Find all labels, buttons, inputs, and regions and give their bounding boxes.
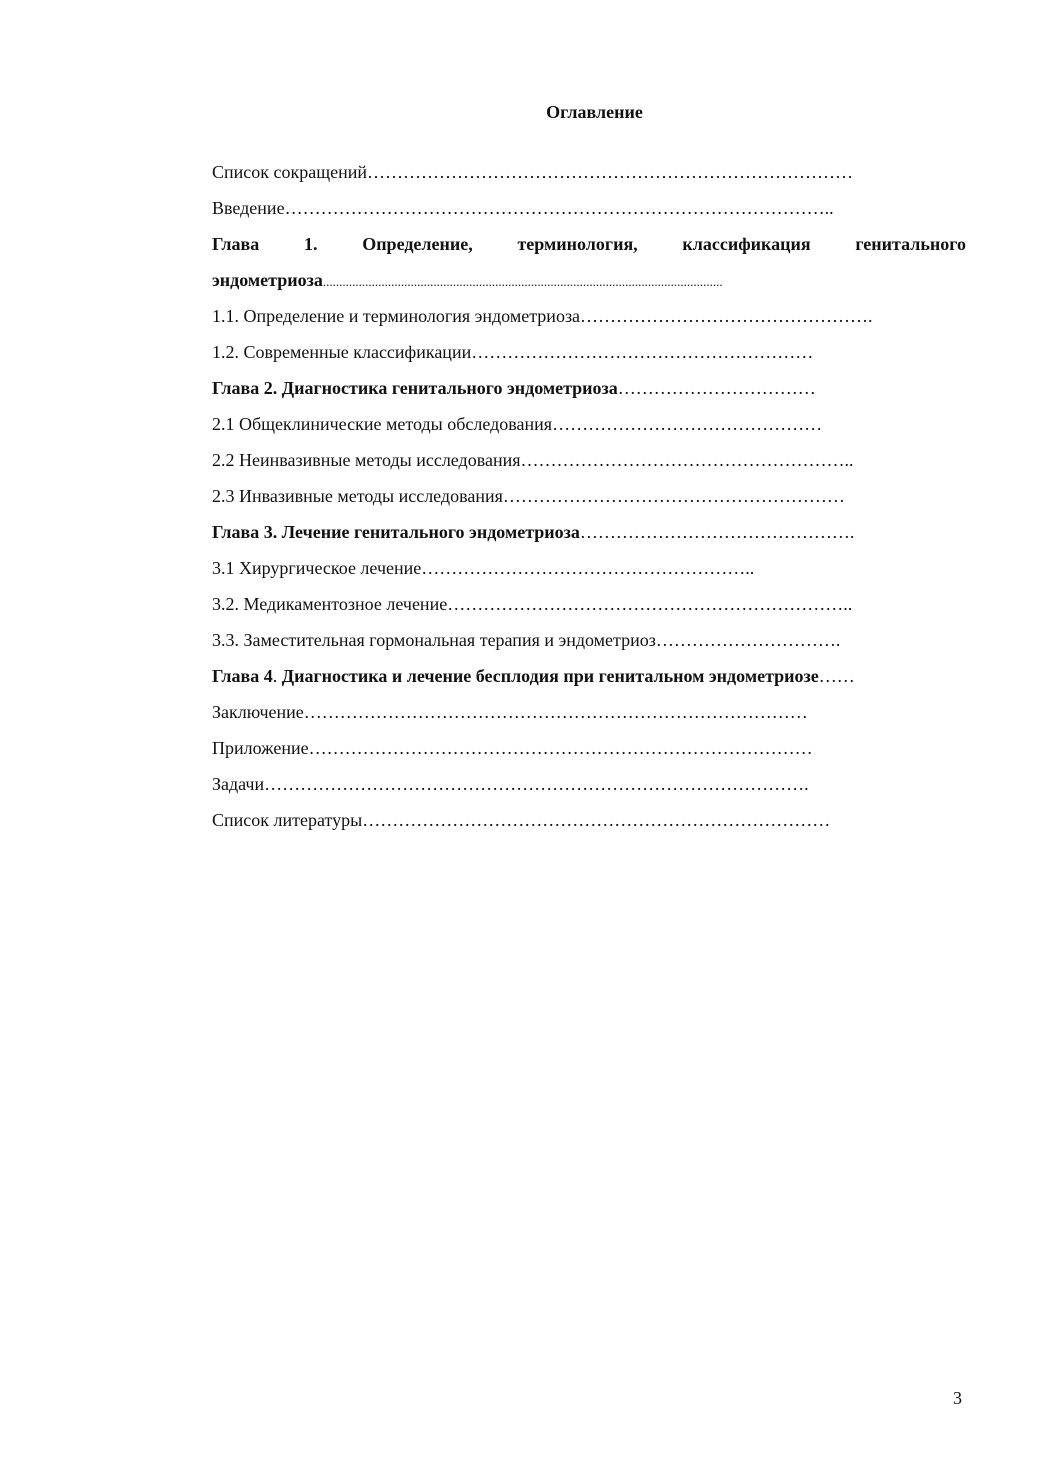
toc-item-2-2[interactable] [212, 447, 966, 483]
toc-item-references[interactable] [212, 807, 966, 843]
toc-item-introduction[interactable] [212, 195, 966, 231]
toc-word: генитального [855, 234, 966, 254]
toc-item-label: 3.1 Хирургическое лечение [212, 558, 422, 578]
toc-chapter-2[interactable] [212, 375, 966, 411]
toc-dot-leader: ……………………………………………………………………… [366, 162, 853, 182]
toc-item-label: 2.1 Общеклинические методы обследования [212, 414, 553, 434]
toc-chapter-separator: . [272, 666, 282, 686]
toc-item-conclusion[interactable] [212, 699, 966, 735]
toc-item-label: Заключение [212, 702, 304, 722]
table-of-contents [212, 159, 966, 843]
toc-item-abbreviations[interactable] [212, 159, 966, 195]
toc-item-label: 3.3. Заместительная гормональная терапия и эндометриоз [212, 630, 656, 650]
toc-chapter-1-line-2[interactable] [212, 267, 966, 303]
toc-item-label: 1.1. Определение и терминология эндометриоза [212, 306, 581, 326]
toc-chapter-3[interactable] [212, 519, 966, 555]
toc-word: Определение, [362, 234, 473, 254]
toc-dot-leader: ………………………………………………… [502, 486, 845, 506]
toc-dot-leader: ……………………………………………….. [520, 450, 854, 470]
toc-item-label: Приложение [212, 738, 309, 758]
toc-item-1-1[interactable] [212, 303, 966, 339]
toc-dot-leader: ………………………………………………………………………… [308, 738, 813, 758]
toc-item-3-2[interactable] [212, 591, 966, 627]
toc-chapter-4[interactable] [212, 663, 966, 699]
toc-item-label: 2.2 Неинвазивные методы исследования [212, 450, 521, 470]
toc-item-1-2[interactable] [212, 339, 966, 375]
toc-chapter-title: Диагностика и лечение бесплодия при генитальном эндометриозе [281, 666, 819, 686]
toc-chapter-label: Глава 4 [212, 666, 273, 686]
toc-chapter-label: эндометриоза [212, 270, 323, 290]
toc-item-label: Список литературы [212, 810, 363, 830]
toc-dot-leader: ………………………………………. [579, 522, 855, 542]
toc-dot-leader: ……………………………………………….. [421, 558, 755, 578]
toc-item-2-1[interactable] [212, 411, 966, 447]
toc-item-2-3[interactable] [212, 483, 966, 519]
toc-item-label: Задачи [212, 774, 265, 794]
toc-chapter-label: Глава 2. Диагностика генитального эндометриоза [212, 378, 618, 398]
toc-item-3-1[interactable] [212, 555, 966, 591]
toc-item-label: Список сокращений [212, 162, 367, 182]
toc-dot-leader: ........................................................................................................................... [322, 274, 723, 289]
toc-item-label: 1.2. Современные классификации [212, 342, 472, 362]
page-title: Оглавление [546, 102, 643, 122]
toc-dot-leader: …………………………. [655, 630, 841, 650]
toc-item-label: 3.2. Медикаментозное лечение [212, 594, 448, 614]
toc-chapter-label: Глава 3. Лечение генитального эндометриоза [212, 522, 580, 542]
page-number: 3 [953, 1388, 962, 1408]
toc-dot-leader: ……………………………………………………………………………….. [284, 198, 834, 218]
toc-dot-leader: ………………………………………………………….. [447, 594, 853, 614]
toc-item-3-3[interactable] [212, 627, 966, 663]
toc-dot-leader: ………………………………………………… [471, 342, 814, 362]
toc-word: терминология, [517, 234, 638, 254]
toc-dot-leader: ………………………………………………………………………………. [264, 774, 809, 794]
toc-item-label: Введение [212, 198, 285, 218]
toc-item-tasks[interactable] [212, 771, 966, 807]
toc-dot-leader: …………………………… [617, 378, 816, 398]
toc-dot-leader: …………………………………………………………………… [362, 810, 831, 830]
toc-dot-leader: ……………………………………… [552, 414, 823, 434]
toc-dot-leader: …… [818, 666, 855, 686]
toc-word: Глава [212, 234, 260, 254]
toc-chapter-1-line-1[interactable] [212, 231, 966, 267]
toc-word: 1. [303, 234, 318, 254]
toc-item-label: 2.3 Инвазивные методы исследования [212, 486, 503, 506]
toc-dot-leader: ………………………………………………………………………… [303, 702, 808, 722]
toc-dot-leader: …………………………………………. [580, 306, 873, 326]
toc-item-appendix[interactable] [212, 735, 966, 771]
toc-word: классификация [682, 234, 811, 254]
